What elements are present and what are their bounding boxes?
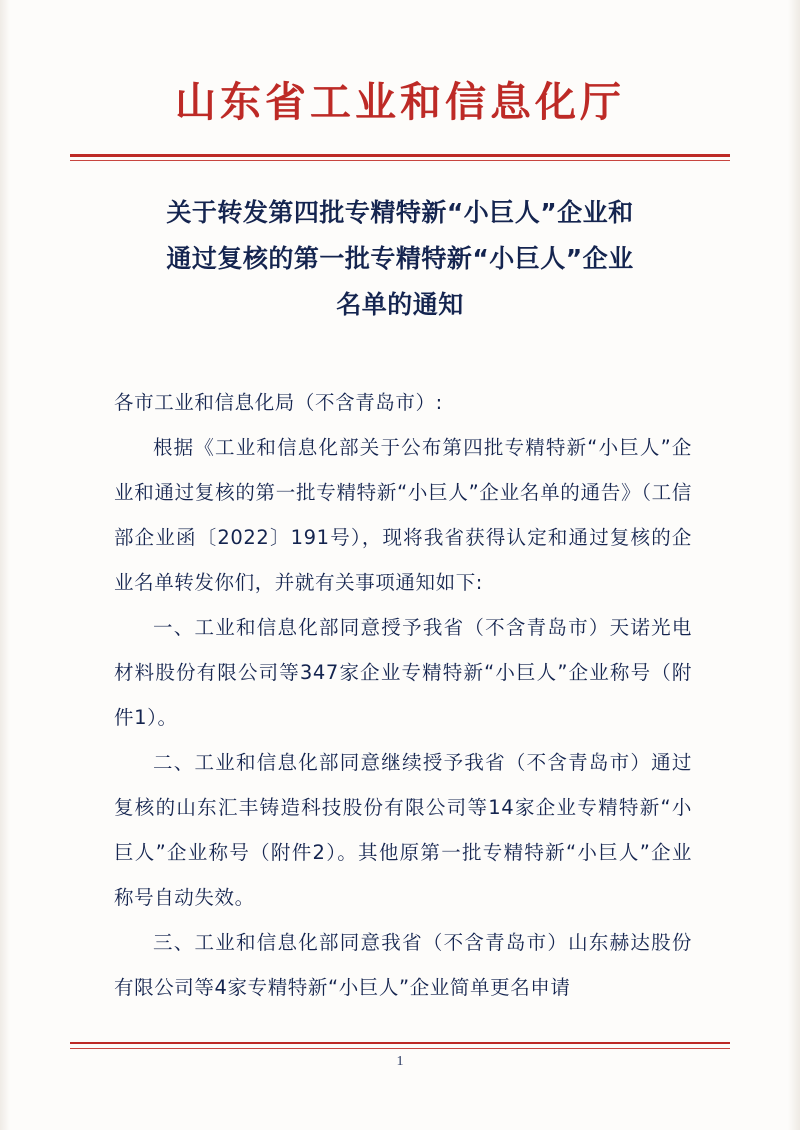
- addressee-line: 各市工业和信息化局（不含青岛市）:: [114, 391, 443, 414]
- paragraph-basis: 根据《工业和信息化部关于公布第四批专精特新“小巨人”企业和通过复核的第一批专精特新“小巨人”企业名单的通告》（工信部企业函〔2022〕191号），现将我省获得认定和通过复核的企业名单转发你们，并就有关事项通知如下:: [114, 436, 692, 594]
- paragraph-item-1: 一、工业和信息化部同意授予我省（不含青岛市）天诺光电材料股份有限公司等347家企业专精特新“小巨人”企业称号（附件1）。: [114, 616, 692, 729]
- page-title: [94, 190, 706, 328]
- letterhead: [70, 80, 730, 125]
- page-title-line-1: 关于转发第四批专精特新“小巨人”企业和: [166, 198, 634, 227]
- issuing-authority-title: 山东省工业和信息化厅: [175, 78, 625, 126]
- page-number: 1: [396, 1054, 404, 1069]
- document-body: [70, 0, 730, 1130]
- footer-divider-thin: [70, 1048, 730, 1049]
- footer-divider-thick: [70, 1042, 730, 1044]
- paragraph-item-3: 三、工业和信息化部同意我省（不含青岛市）山东赫达股份有限公司等4家专精特新“小巨人”企业简单更名申请: [114, 931, 692, 999]
- letterhead-divider-thin: [70, 160, 730, 161]
- page-title-line-3: 名单的通知: [336, 290, 464, 319]
- paragraph-item-2: 二、工业和信息化部同意继续授予我省（不含青岛市）通过复核的山东汇丰铸造科技股份有限公司等14家企业专精特新“小巨人”企业称号（附件2）。其他原第一批专精特新“小巨人”企业称号自动失效。: [114, 751, 692, 909]
- letterhead-divider-thick: [70, 154, 730, 157]
- document-content: [114, 380, 692, 1010]
- page-title-line-2: 通过复核的第一批专精特新“小巨人”企业: [166, 244, 634, 273]
